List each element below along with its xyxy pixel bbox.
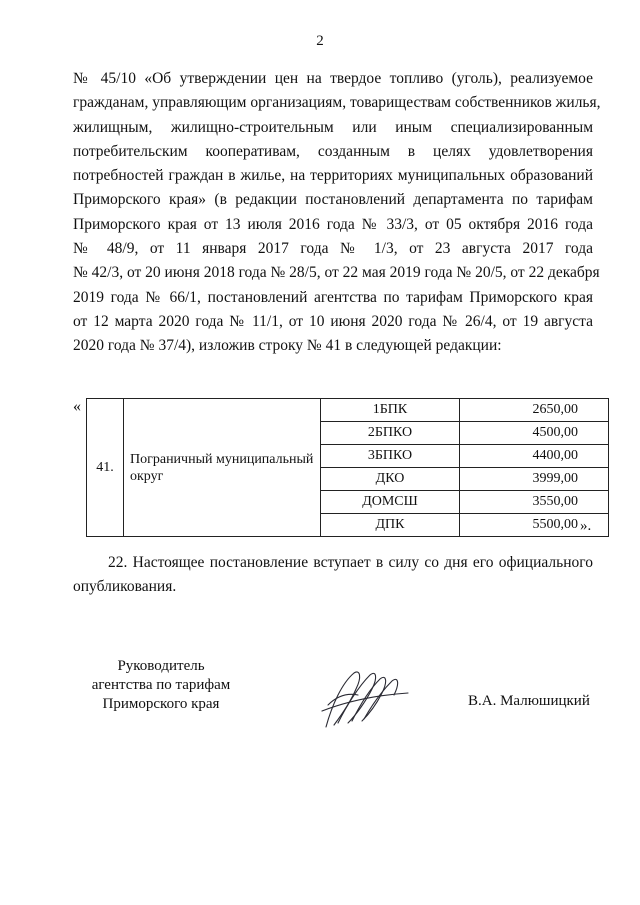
row-number-cell: 41. — [87, 399, 124, 537]
tariff-table — [86, 398, 609, 537]
amendment-paragraph — [73, 67, 601, 359]
fuel-type-cell: 1БПК — [321, 399, 460, 422]
text-line: 22. Настоящее постановление вступает в силу со дня его официального — [108, 554, 593, 571]
table-row — [87, 399, 609, 422]
text-line: № 45/10 «Об утверждении цен на твердое топливо (уголь), реализуемое — [73, 70, 593, 87]
closing-quote: ». — [580, 518, 592, 534]
text-line: Приморского края» (в редакции постановлений департамента по тарифам — [73, 191, 593, 209]
price-cell: 4500,00 — [460, 422, 609, 445]
text-line: от 12 марта 2020 года № 11/1, от 10 июня 2020 года № 26/4, от 19 августа — [73, 312, 593, 330]
signatory-title-line: агентства по тарифам — [91, 677, 231, 693]
price-cell: 5500,00 — [460, 514, 609, 537]
district-cell: Пограничный муниципальный округ — [124, 399, 321, 537]
price-cell: 3550,00 — [460, 491, 609, 514]
price-cell: 4400,00 — [460, 445, 609, 468]
price-cell: 3999,00 — [460, 468, 609, 491]
signatory-title-line: Руководитель — [117, 658, 205, 674]
text-line: Приморского края от 13 июля 2016 года № 33/3, от 05 октября 2016 года — [73, 215, 593, 233]
fuel-type-cell: ДКО — [321, 468, 460, 491]
signatory-name: В.А. Малюшицкий — [468, 693, 590, 709]
fuel-type-cell: 3БПКО — [321, 445, 460, 468]
signatory-title-line: Приморского края — [102, 696, 220, 712]
text-line: потребительским кооперативам, созданным в целях удовлетворения — [73, 142, 593, 160]
handwritten-signature — [318, 665, 413, 735]
price-cell: 2650,00 — [460, 399, 609, 422]
fuel-type-cell: ДОМСШ — [321, 491, 460, 514]
text-line: № 48/9, от 11 января 2017 года № 1/3, от 23 августа 2017 года — [73, 240, 593, 258]
text-line: жилищным, жилищно-строительным или иным специализированным — [73, 118, 593, 136]
effective-date-paragraph — [73, 551, 593, 600]
text-line: № 42/3, от 20 июня 2018 года № 28/5, от 22 мая 2019 года № 20/5, от 22 декабря — [73, 264, 600, 282]
fuel-type-cell: 2БПКО — [321, 422, 460, 445]
text-line: 2020 года № 37/4), изложив строку № 41 в следующей редакции: — [73, 337, 502, 355]
fuel-type-cell: ДПК — [321, 514, 460, 537]
text-line: 2019 года № 66/1, постановлений агентства по тарифам Приморского края — [73, 288, 593, 306]
opening-quote: « — [73, 398, 81, 415]
page-number: 2 — [316, 33, 324, 49]
text-line: потребностей граждан в жилье, на территориях муниципальных образований — [73, 167, 593, 185]
signatory-title — [86, 657, 236, 714]
text-line: опубликования. — [73, 578, 177, 596]
text-line: гражданам, управляющим организациям, товариществам собственников жилья, — [73, 94, 601, 112]
